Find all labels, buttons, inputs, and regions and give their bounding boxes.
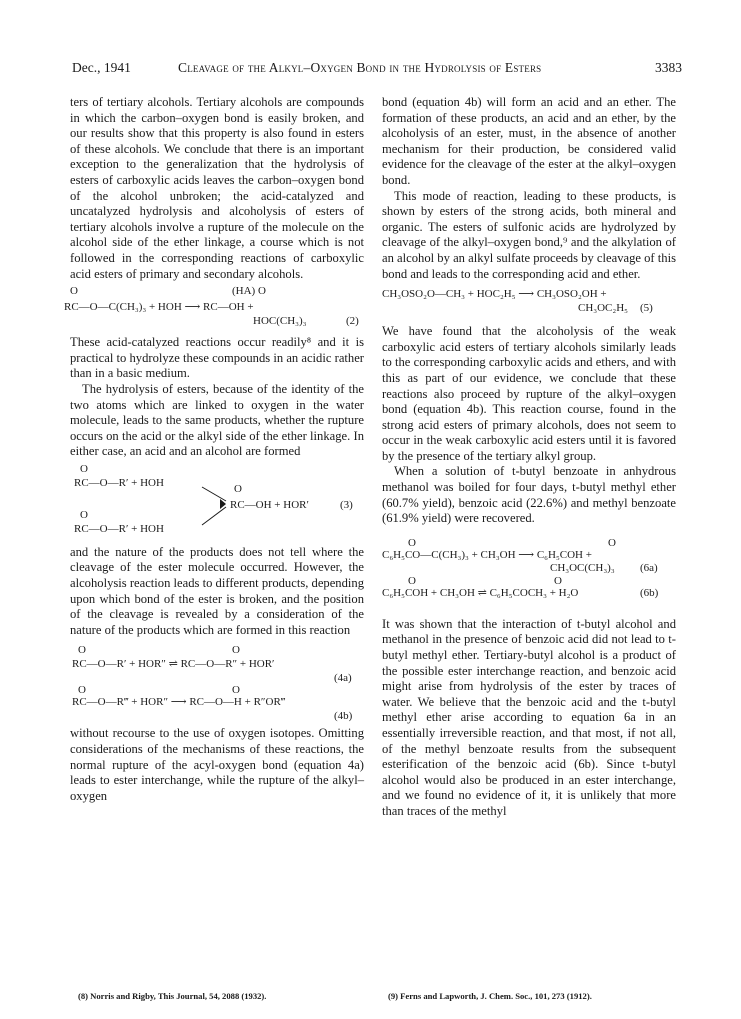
left-column — [64, 95, 364, 804]
eq-number: (6b) — [640, 586, 659, 599]
eq-oxygen: O — [78, 644, 86, 657]
eq-6a: C₆H₅CO—C(CH₃)₃ + CH₃OH ⟶ C₆H₅COH + — [382, 548, 592, 561]
page-number: 3383 — [655, 60, 682, 75]
eq-6b: C₆H₅COH + CH₃OH ⇌ C₆H₅COCH₃ + H₂O — [382, 586, 579, 599]
footnote-8: (8) Norris and Rigby, This Journal, 54, 2088 (1932). — [78, 991, 267, 1001]
eq-oxygen: O — [80, 508, 88, 521]
running-header — [72, 60, 682, 78]
footnote-9: (9) Ferns and Lapworth, J. Chem. Soc., 101, 273 (1912). — [388, 991, 592, 1001]
eq-oxygen: O — [70, 285, 78, 298]
eq-number: (4b) — [334, 710, 353, 723]
eq-main: RC—O—C(CH₃)₃ + HOH ⟶ RC—OH + — [64, 301, 254, 314]
paragraph: and the nature of the products does not tell where the cleavage of the ester molecule occurred. However, the alcoholysis reaction leads to different products, depending upon which bond of the ester is broken, and the position of the cleavage is revealed by a consideration of the nature of the products which are formed in this reaction — [70, 544, 364, 637]
eq-oxygen: O — [232, 644, 240, 657]
paragraph: ters of tertiary alcohols. Tertiary alcohols are compounds in which the carbon–oxygen bond is easily broken, and our results show that this property is also found in esters of these alcohols. We conclude that there is an important exception to the generalization that the hydrolysis of esters of carboxylic acids leaves the carbon–oxygen bond of the alcohol unbroken; the acid-catalyzed and uncatalyzed hydrolysis and alcoholysis of esters of tertiary alcohols involve a rupture of the molecule on the alcohol side of the ether linkage, a course which is not followed in the corresponding reactions of carboxylic acid esters of primary and secondary alcohols. — [70, 95, 364, 281]
eq-oxygen: O — [80, 462, 88, 475]
eq-product: RC—OH + HOR′ — [230, 498, 309, 511]
header-date: Dec., 1941 — [72, 60, 131, 75]
eq-number: (3) — [340, 498, 353, 511]
eq-number: (5) — [640, 302, 653, 315]
paragraph: The hydrolysis of esters, because of the identity of the two atoms which are linked to oxygen in the water molecule, leads to the same products, whether the rupture occurs on the acid or the alkyl side of the ether linkage. In either case, an acid and an alcohol are formed — [70, 381, 364, 459]
equation-5 — [382, 288, 676, 318]
eq-oxygen: O — [408, 574, 416, 587]
right-column — [382, 95, 676, 820]
eq-product: CH₃OC(CH₃)₃ — [550, 561, 615, 574]
eq-catalyst: (HA) O — [232, 285, 266, 298]
equation-4 — [70, 644, 364, 723]
eq-product: HOC(CH₃)₃ — [253, 315, 307, 328]
eq-number: (6a) — [640, 561, 658, 574]
eq-oxygen: O — [608, 536, 616, 549]
paragraph: These acid-catalyzed reactions occur readily⁸ and it is practical to hydrolyze these compounds in an acidic rather than in a basic medium. — [70, 335, 364, 381]
paragraph: This mode of reaction, leading to these products, is shown by esters of the strong acids, both mineral and organic. The esters of sulfonic acids are hydrolyzed by cleavage of the alkyl–oxygen bond,⁹ and the alkylation of an alcohol by an alkyl sulfate proceeds by cleavage of this bond and leads to the corresponding acid and ether. — [382, 188, 676, 281]
paragraph: We have found that the alcoholysis of the weak carboxylic acid esters of tertiary alcohols similarly leads to the corresponding carboxylic acids and ethers, and with this as part of our evidence, we conclude that these reactions also proceed by rupture of the alkyl–oxygen bond (equation 4b). This reaction course, found in the strong acid esters of primary alcohols, does not seem to occur in the weak carboxylic acid esters until it is favored by the presence of the tertiary alkyl group. — [382, 324, 676, 463]
eq-oxygen: O — [408, 536, 416, 549]
equation-3 — [70, 463, 364, 539]
eq-oxygen: O — [234, 482, 242, 495]
eq-product: CH₃OC₂H₅ — [578, 302, 629, 315]
eq-oxygen: O — [554, 574, 562, 587]
equation-2 — [64, 285, 364, 329]
eq-reactant: RC—O—R′ + HOH — [74, 476, 164, 489]
eq-4a: RC—O—R′ + HOR″ ⇌ RC—O—R″ + HOR′ — [72, 658, 275, 671]
header-title: Cleavage of the Alkyl–Oxygen Bond in the Hydrolysis of Esters — [178, 60, 542, 75]
eq-oxygen: O — [232, 684, 240, 697]
paragraph: bond (equation 4b) will form an acid and an ether. The formation of these products, an acid and an ether, by the alcoholysis of an ester, must, in the absence of another mechanism for their production, be considered valid evidence for the cleavage of the ester at the alkyl–oxygen bond. — [382, 95, 676, 187]
paragraph: without recourse to the use of oxygen isotopes. Omitting considerations of the mechanisms of these reactions, the normal rupture of the acyl-oxygen bond (equation 4a) leads to ester interchange, while the rupture of the alkyl–oxygen — [70, 726, 364, 803]
equation-6 — [382, 537, 676, 611]
paragraph: It was shown that the interaction of t-butyl alcohol and methanol in the presence of benzoic acid did not lead to t-butyl methyl ether. Tertiary-butyl alcohol is a product of the possible ester interchange reaction, and benzoic acid might arise from hydrolysis of the ester by traces of water. We believe that the benzoic acid and the t-butyl methyl ether arise according to equation 6a in an essentially irreversible reaction, and that most, if not all, of the methyl benzoate results from the subsequent esterification of the benzoic acid (6b). Since t-butyl alcohol would also be produced in an ester interchange, and we found no evidence of it, it is unlikely that more than traces of the methyl — [382, 616, 676, 818]
eq-4b: RC—O—R‴ + HOR″ ⟶ RC—O—H + R″OR‴ — [72, 696, 286, 709]
eq-main: CH₃OSO₂O—CH₃ + HOC₂H₅ ⟶ CH₃OSO₂OH + — [382, 288, 607, 301]
eq-oxygen: O — [78, 684, 86, 697]
eq-reactant: RC—O—R′ + HOH — [74, 522, 164, 535]
eq-number: (2) — [346, 315, 359, 328]
paragraph: When a solution of t-butyl benzoate in anhydrous methanol was boiled for four days, t-butyl methyl ether (60.7% yield), benzoic acid (22.6%) and methyl benzoate (61.9% yield) were recovered. — [382, 464, 676, 526]
eq-number: (4a) — [334, 672, 352, 685]
